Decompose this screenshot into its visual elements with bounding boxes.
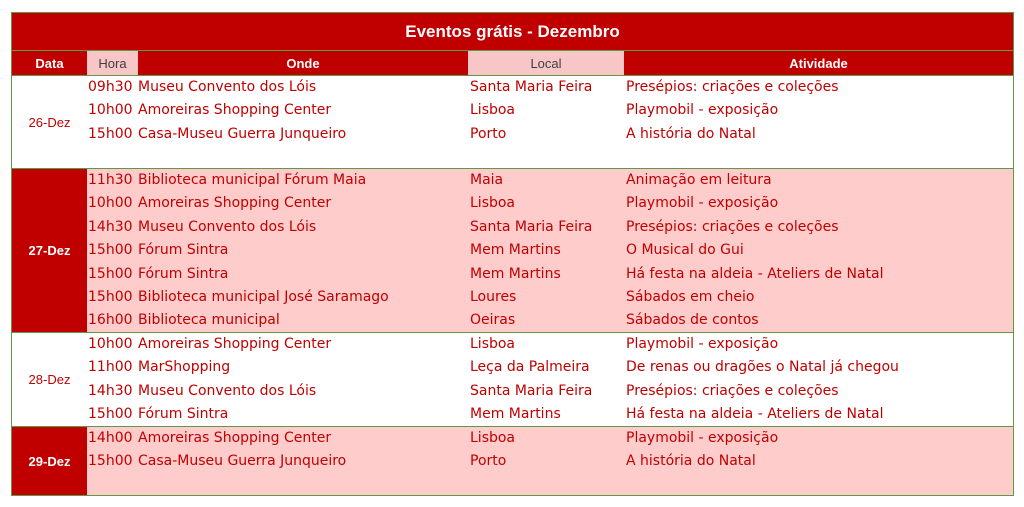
local-cell[interactable]: Lisboa [470, 102, 516, 119]
onde-cell[interactable]: MarShopping [138, 359, 231, 376]
table-row [12, 380, 1013, 403]
header-data[interactable]: Data [12, 51, 87, 75]
local-cell[interactable]: Mem Martins [470, 406, 561, 423]
local-cell[interactable]: Leça da Palmeira [470, 359, 590, 376]
date-group [12, 75, 1013, 168]
table-row [12, 263, 1013, 286]
date-cell[interactable]: 26-Dez [12, 76, 87, 168]
onde-cell[interactable]: Biblioteca municipal Fórum Maia [138, 172, 367, 188]
local-cell[interactable]: Maia [470, 172, 504, 188]
hora-cell[interactable]: 15h00 [88, 265, 133, 282]
onde-cell[interactable]: Amoreiras Shopping Center [138, 102, 332, 119]
onde-cell[interactable]: Casa-Museu Guerra Junqueiro [138, 453, 347, 470]
local-cell[interactable]: Mem Martins [470, 265, 561, 282]
atividade-cell[interactable]: Playmobil - exposição [626, 336, 779, 352]
hora-cell[interactable]: 15h00 [88, 242, 133, 259]
atividade-cell[interactable]: Presépios: criações e coleções [626, 218, 839, 235]
header-row [12, 51, 1013, 75]
table-row [12, 76, 1013, 99]
hora-cell[interactable]: 14h30 [88, 218, 133, 235]
onde-cell[interactable]: Biblioteca municipal [138, 312, 280, 329]
local-cell[interactable]: Lisboa [470, 430, 516, 446]
local-cell[interactable]: Porto [470, 453, 507, 470]
onde-cell[interactable]: Amoreiras Shopping Center [138, 195, 332, 212]
onde-cell[interactable]: Museu Convento dos Lóis [138, 382, 317, 399]
events-table [11, 12, 1014, 496]
local-cell[interactable]: Santa Maria Feira [470, 79, 593, 95]
hora-cell[interactable]: 14h00 [88, 430, 133, 446]
header-hora[interactable]: Hora [87, 51, 138, 75]
table-row [12, 450, 1013, 473]
table-row [12, 216, 1013, 239]
date-cell[interactable]: 28-Dez [12, 333, 87, 426]
onde-cell[interactable]: Amoreiras Shopping Center [138, 430, 332, 446]
table-title: Eventos grátis - Dezembro [12, 13, 1013, 51]
atividade-cell[interactable]: Playmobil - exposição [626, 102, 779, 119]
header-onde[interactable]: Onde [138, 51, 468, 75]
hora-cell[interactable]: 15h00 [88, 406, 133, 423]
hora-cell[interactable]: 11h00 [88, 359, 133, 376]
date-group [12, 332, 1013, 426]
table-row [12, 427, 1013, 450]
local-cell[interactable]: Lisboa [470, 195, 516, 212]
local-cell[interactable]: Santa Maria Feira [470, 218, 593, 235]
table-row [12, 239, 1013, 262]
table-row [12, 403, 1013, 426]
table-row [12, 333, 1013, 356]
atividade-cell[interactable]: Sábados de contos [626, 312, 759, 329]
onde-cell[interactable]: Casa-Museu Guerra Junqueiro [138, 125, 347, 142]
table-row [12, 192, 1013, 215]
table-row [12, 169, 1013, 192]
hora-cell[interactable]: 09h30 [88, 79, 133, 95]
local-cell[interactable]: Lisboa [470, 336, 516, 352]
hora-cell[interactable]: 10h00 [88, 102, 133, 119]
table-row [12, 356, 1013, 379]
atividade-cell[interactable]: Presépios: criações e coleções [626, 79, 839, 95]
date-group [12, 168, 1013, 332]
table-row [12, 286, 1013, 309]
onde-cell[interactable]: Fórum Sintra [138, 406, 229, 423]
hora-cell[interactable]: 10h00 [88, 336, 133, 352]
onde-cell[interactable]: Amoreiras Shopping Center [138, 336, 332, 352]
atividade-cell[interactable]: De renas ou dragões o Natal já chegou [626, 359, 899, 376]
onde-cell[interactable]: Museu Convento dos Lóis [138, 218, 317, 235]
hora-cell[interactable]: 15h00 [88, 453, 133, 470]
hora-cell[interactable]: 11h30 [88, 172, 133, 188]
date-cell[interactable]: 27-Dez [12, 169, 87, 332]
atividade-cell[interactable]: Animação em leitura [626, 172, 772, 188]
date-group [12, 426, 1013, 495]
atividade-cell[interactable]: Há festa na aldeia - Ateliers de Natal [626, 265, 884, 282]
atividade-cell[interactable]: Playmobil - exposição [626, 430, 779, 446]
hora-cell[interactable]: 14h30 [88, 382, 133, 399]
atividade-cell[interactable]: O Musical do Gui [626, 242, 744, 259]
onde-cell[interactable]: Fórum Sintra [138, 265, 229, 282]
local-cell[interactable]: Mem Martins [470, 242, 561, 259]
header-local[interactable]: Local [468, 51, 624, 75]
table-row [12, 309, 1013, 332]
atividade-cell[interactable]: Presépios: criações e coleções [626, 382, 839, 399]
table-row [12, 123, 1013, 146]
atividade-cell[interactable]: Playmobil - exposição [626, 195, 779, 212]
local-cell[interactable]: Oeiras [470, 312, 516, 329]
onde-cell[interactable]: Biblioteca municipal José Saramago [138, 289, 389, 305]
hora-cell[interactable]: 15h00 [88, 289, 133, 305]
header-atividade[interactable]: Atividade [624, 51, 1013, 75]
table-row [12, 99, 1013, 122]
local-cell[interactable]: Loures [470, 289, 517, 305]
date-cell[interactable]: 29-Dez [12, 427, 87, 495]
hora-cell[interactable]: 16h00 [88, 312, 133, 329]
hora-cell[interactable]: 15h00 [88, 125, 133, 142]
atividade-cell[interactable]: Sábados em cheio [626, 289, 755, 305]
local-cell[interactable]: Santa Maria Feira [470, 382, 593, 399]
atividade-cell[interactable]: Há festa na aldeia - Ateliers de Natal [626, 406, 884, 423]
atividade-cell[interactable]: A história do Natal [626, 125, 756, 142]
local-cell[interactable]: Porto [470, 125, 507, 142]
hora-cell[interactable]: 10h00 [88, 195, 133, 212]
onde-cell[interactable]: Museu Convento dos Lóis [138, 79, 317, 95]
atividade-cell[interactable]: A história do Natal [626, 453, 756, 470]
onde-cell[interactable]: Fórum Sintra [138, 242, 229, 259]
